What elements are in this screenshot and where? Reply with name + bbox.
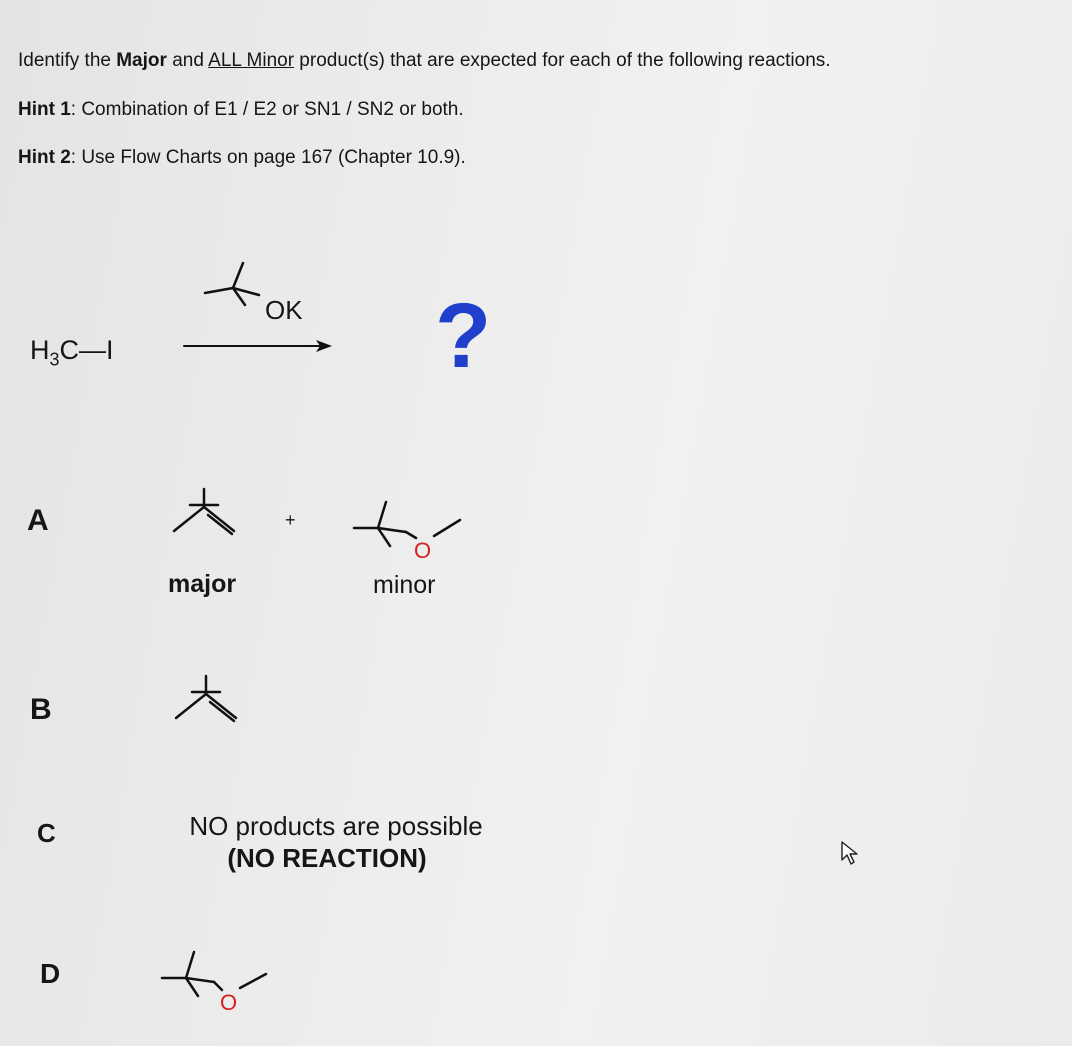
option-c-line1: NO products are possible [189, 811, 483, 841]
option-d-label: D [40, 958, 61, 989]
option-a-major-caption: major [168, 570, 237, 598]
hint-2: Hint 2: Use Flow Charts on page 167 (Chapter 10.9). [18, 147, 466, 168]
option-b-label: B [30, 693, 52, 726]
option-a-plus-sign: + [285, 510, 296, 530]
hint-1: Hint 1: Combination of E1 / E2 or SN1 / SN2 or both. [18, 99, 464, 120]
svg-text:O: O [414, 538, 432, 563]
reagent-label: OK [265, 295, 303, 325]
option-a-label: A [27, 504, 49, 537]
option-c-line2: (NO REACTION) [227, 843, 427, 873]
reactant-methyl-iodide: $H_3C—I$ [30, 335, 114, 370]
mouse-cursor-icon [840, 840, 860, 866]
option-d-tbutyl-methyl-ether [158, 948, 278, 1018]
option-c-label: C [37, 818, 56, 848]
reaction-arrow [182, 336, 342, 356]
unknown-product-question-mark: ? [435, 285, 492, 387]
option-a-major-isobutylene [168, 485, 248, 550]
svg-text:O: O [220, 990, 238, 1015]
option-a-minor-caption: minor [373, 571, 436, 599]
instruction-text: Identify the Major and ALL Minor product(s) that are expected for each of the following reactions. [18, 50, 831, 71]
option-b-isobutylene [170, 672, 250, 737]
option-c-no-reaction [176, 810, 496, 874]
option-a-minor-tbutyl-methyl-ether [350, 498, 470, 568]
